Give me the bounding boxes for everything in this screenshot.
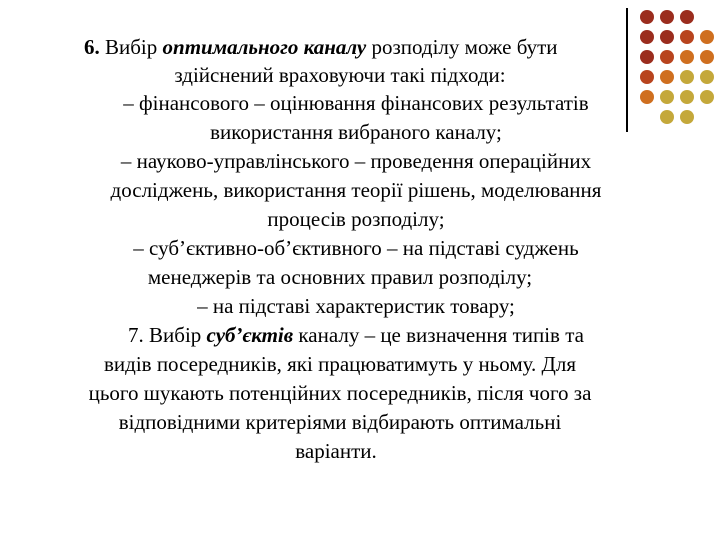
dot <box>660 30 674 44</box>
dot <box>660 10 674 24</box>
text-line: процесів розподілу; <box>267 207 445 231</box>
text-line: менеджерів та основних правил розподілу; <box>147 265 533 289</box>
text-line <box>84 34 624 60</box>
text-line: – суб’єктивно-об’єктивного – на підставі суджень <box>133 236 579 260</box>
dot <box>640 30 654 44</box>
dot <box>640 10 654 24</box>
text-line <box>0 322 712 348</box>
dot <box>700 50 714 64</box>
text-line: варіанти. <box>295 439 377 463</box>
emphasis-text: суб’єктів <box>206 323 294 347</box>
text-span: розподілу може бути <box>366 35 558 59</box>
text-line: здійснений враховуючи такі підходи: <box>174 63 506 87</box>
text-span: 7. Вибір <box>128 323 207 347</box>
dot <box>680 50 694 64</box>
text-span: каналу – це визначення типів та <box>293 323 584 347</box>
dot <box>700 30 714 44</box>
dot <box>680 10 694 24</box>
text-span: Вибір <box>99 35 163 59</box>
text-line: досліджень, використання теорії рішень, моделювання <box>110 178 602 202</box>
item-number: 6. <box>84 35 100 59</box>
text-line: використання вибраного каналу; <box>210 120 502 144</box>
text-line: відповідними критеріями відбирають оптимальні <box>118 410 562 434</box>
emphasis-text: оптимального каналу <box>162 35 367 59</box>
dot <box>680 70 694 84</box>
text-line: – на підставі характеристик товару; <box>197 294 515 318</box>
text-line: – науково-управлінського – проведення операційних <box>120 149 592 173</box>
text-line: цього шукають потенційних посередників, після чого за <box>88 381 592 405</box>
text-line: – фінансового – оцінювання фінансових результатів <box>123 91 589 115</box>
dot <box>700 70 714 84</box>
text-line: видів посередників, які працюватимуть у ньому. Для <box>103 352 577 376</box>
dot <box>680 30 694 44</box>
